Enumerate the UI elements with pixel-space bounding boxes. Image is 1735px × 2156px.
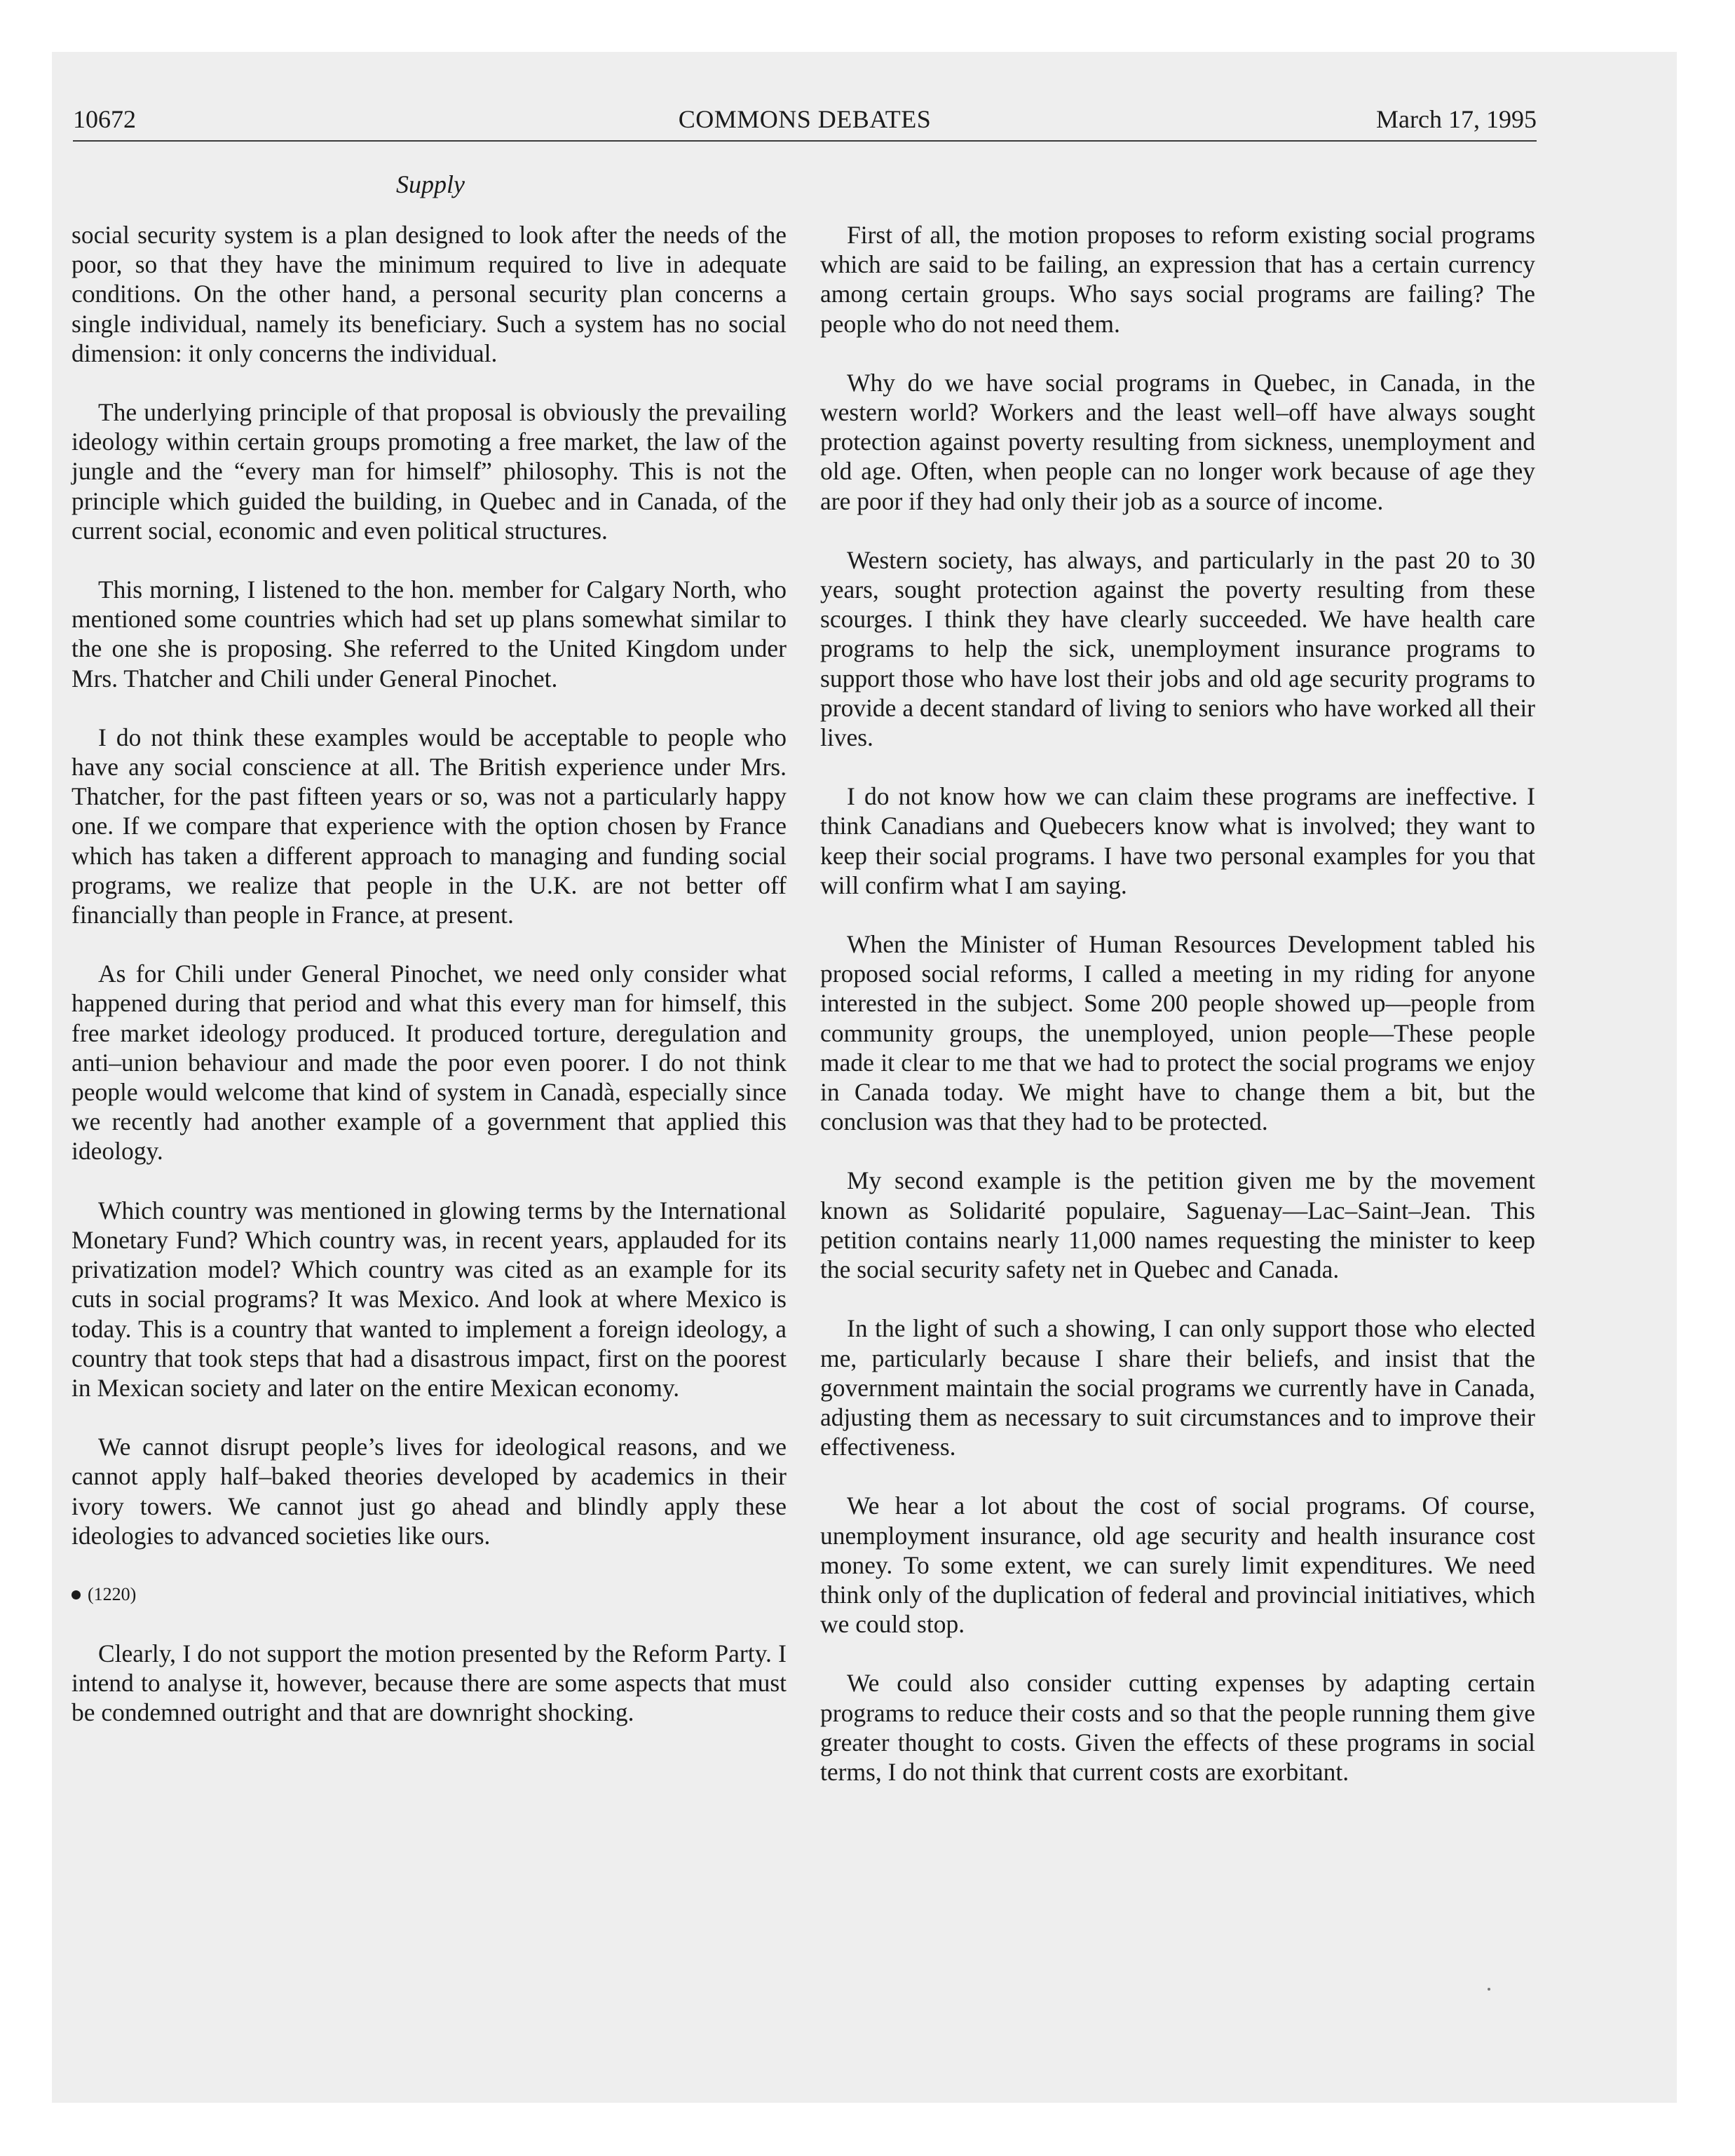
- page-number: 10672: [73, 105, 136, 133]
- section-title: Supply: [396, 170, 465, 198]
- paragraph: My second example is the petition given me by the movement known as Solidarité populaire, Saguenay—Lac–Saint–Jean. This petition contains nearly 11,000 names requesting the minister to keep the social security safety net in Quebec and Canada.: [820, 1166, 1535, 1284]
- paragraph: This morning, I listened to the hon. member for Calgary North, who mentioned some countries which had set up plans somewhat similar to the one she is proposing. She referred to the United Kingdom under Mrs. Thatcher and Chili under General Pinochet.: [72, 575, 787, 692]
- scan-speck: [1488, 1988, 1490, 1991]
- header-rule: [73, 140, 1537, 142]
- paragraph: The underlying principle of that proposal is obviously the prevailing ideology within certain groups promoting a free market, the law of the jungle and the “every man for himself” philosophy. This is not the principle which guided the building, in Quebec and in Canada, of the current social, economic and even political structures.: [72, 398, 787, 545]
- paragraph: Which country was mentioned in glowing terms by the International Monetary Fund? Which country was, in recent years, applauded for its privatization model? Which country was cited as an example for its cuts in social programs? It was Mexico. And look at where Mexico is today. This is a country that wanted to implement a foreign ideology, a country that took steps that had a disastrous impact, first on the poorest in Mexican society and later on the entire Mexican economy.: [72, 1196, 787, 1402]
- right-column: [820, 220, 1535, 1816]
- page-header: [73, 101, 1537, 137]
- paragraph: In the light of such a showing, I can only support those who elected me, particularly because I share their beliefs, and insist that the government maintain the social programs we currently have in Canada, adjusting them as necessary to suit circumstances and to improve their effectiveness.: [820, 1314, 1535, 1461]
- paragraph: Western society, has always, and particularly in the past 20 to 30 years, sought protection against the poverty resulting from these scourges. I think they have clearly succeeded. We have health care programs to help the sick, unemployment insurance programs to support those who have lost their jobs and old age security programs to provide a decent standard of living to seniors who have worked all their lives.: [820, 545, 1535, 752]
- time-marker-label: (1220): [88, 1583, 137, 1604]
- paragraph: We could also consider cutting expenses by adapting certain programs to reduce their costs and so that the people running them give greater thought to costs. Given the effects of these programs in social terms, I do not think that current costs are exorbitant.: [820, 1669, 1535, 1786]
- paragraph: First of all, the motion proposes to reform existing social programs which are said to be failing, an expression that has a certain currency among certain groups. Who says social programs are failing? The people who do not need them.: [820, 221, 1535, 338]
- paragraph: As for Chili under General Pinochet, we need only consider what happened during that period and what this every man for himself, this free market ideology produced. It produced torture, deregulation and anti–union behaviour and made the poor even poorer. I do not think people would welcome that kind of system in Canadà, especially since we recently had another example of a government that applied this ideology.: [72, 960, 787, 1166]
- paragraph: I do not know how we can claim these programs are ineffective. I think Canadians and Quebecers know what is involved; they want to keep their social programs. I have two personal examples for you that will confirm what I am saying.: [820, 782, 1535, 899]
- paragraph: Why do we have social programs in Quebec, in Canada, in the western world? Workers and the least well–off have always sought protection against poverty resulting from sickness, unemployment and old age. Often, when people can no longer work because of age they are poor if they had only their job as a source of income.: [820, 368, 1535, 515]
- paragraph: We cannot disrupt people’s lives for ideological reasons, and we cannot apply half–baked theories developed by academics in their ivory towers. We cannot just go ahead and blindly apply these ideologies to advanced societies like ours.: [72, 1433, 787, 1550]
- paragraph: We hear a lot about the cost of social programs. Of course, unemployment insurance, old age security and health insurance cost money. To some extent, we can surely limit expenditures. We need think only of the duplication of federal and provincial initiatives, which we could stop.: [820, 1492, 1535, 1639]
- bullet-icon: [72, 1590, 81, 1599]
- paragraph: social security system is a plan designed to look after the needs of the poor, so that they have the minimum required to live in adequate conditions. On the other hand, a personal security plan concerns a single individual, namely its beneficiary. Such a system has no social dimension: it only concerns the individual.: [72, 221, 787, 367]
- sitting-date: March 17, 1995: [1376, 105, 1537, 133]
- paragraph: I do not think these examples would be acceptable to people who have any social conscience at all. The British experience under Mrs. Thatcher, for the past fifteen years or so, was not a particularly happy one. If we compare that experience with the option chosen by France which has taken a different approach to managing and funding social programs, we realize that people in the U.K. are not better off financially than people in France, at present.: [72, 723, 787, 929]
- time-marker: [72, 1580, 787, 1609]
- paragraph: When the Minister of Human Resources Development tabled his proposed social reforms, I called a meeting in my riding for anyone interested in the subject. Some 200 people showed up—people from community groups, the unemployed, union people—These people made it clear to me that we had to protect the social programs we enjoy in Canada today. We might have to change them a bit, but the conclusion was that they had to be protected.: [820, 930, 1535, 1136]
- left-column: [72, 220, 787, 1757]
- publication-title: COMMONS DEBATES: [678, 105, 932, 133]
- paragraph: Clearly, I do not support the motion presented by the Reform Party. I intend to analyse it, however, because there are some aspects that must be condemned outright and that are downright shocking.: [72, 1639, 787, 1727]
